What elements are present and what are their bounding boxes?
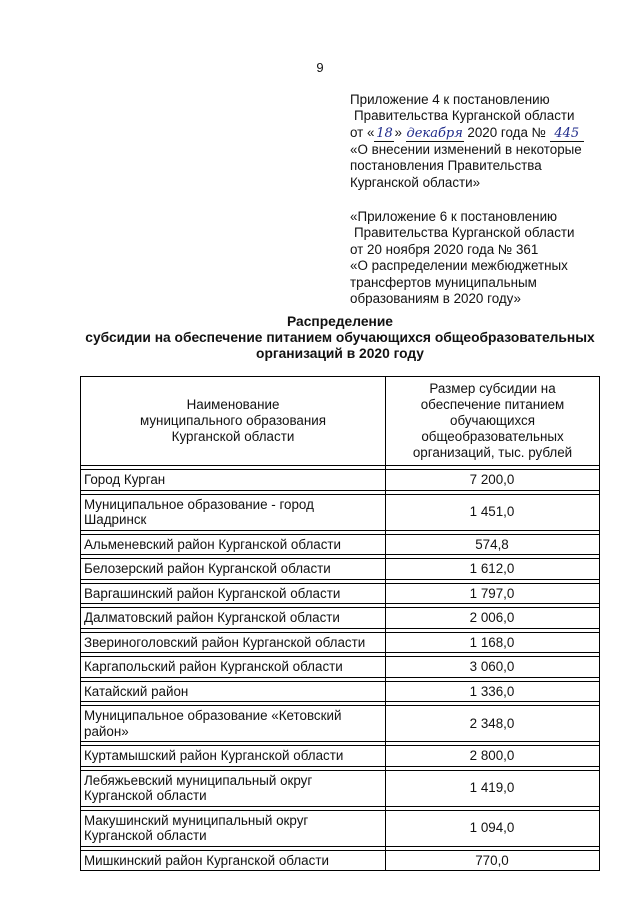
table-row [81,746,600,767]
subsidy-amount-cell: 1 336,0 [386,681,600,702]
municipality-cell [81,494,386,530]
header-amount-line: общеобразовательных [421,429,564,444]
municipality-cell [81,657,386,678]
table-header [81,377,600,466]
table-row [81,681,600,702]
municipality-cell [81,810,386,846]
table-header-row [81,377,600,466]
header-amount-line: Размер субсидии на [429,381,556,396]
subsidy-amount-cell: 1 094,0 [386,810,600,846]
subsidy-amount-cell: 1 612,0 [386,559,600,580]
municipality-name-line: Куртамышский район Курганской области [84,748,344,763]
title-line-1: Распределение [287,314,393,329]
table-row [81,770,600,806]
municipality-name-line: Курганской области [84,828,207,843]
subsidy-amount-cell: 2 006,0 [386,608,600,629]
municipality-name-line: Муниципальное образование «Кетовский [84,708,342,723]
header-municipality-line: муниципального образования [140,413,326,428]
header-amount [386,377,600,466]
table-row [81,850,600,871]
document-title [40,314,640,362]
municipality-cell [81,632,386,653]
appendix-b-subject-1: «О распределении межбюджетных [350,258,568,274]
table-row [81,608,600,629]
appendix-4-header [350,92,620,191]
appendix-a-subject-2: постановления Правительства [350,158,542,174]
subsidy-amount-cell: 770,0 [386,850,600,871]
municipality-name-line: Звериноголовский район Курганской области [84,634,366,650]
municipality-name-line: Курганской области [84,788,207,803]
subsidy-amount-cell: 1 451,0 [386,494,600,530]
appendix-a-subject-1: «О внесении изменений в некоторые [350,141,582,157]
municipality-cell [81,681,386,702]
appendix-b-subject-3: образованиям в 2020 году» [350,291,521,307]
appendix-b-title: «Приложение 6 к постановлению [350,209,558,224]
appendix-6-header [350,209,620,307]
municipality-name-line: Лебяжьевский муниципальный округ [84,772,313,788]
handwritten-day: 18 [376,125,393,141]
header-municipality [81,377,386,466]
table-row [81,494,600,530]
municipality-cell [81,770,386,806]
municipality-cell [81,706,386,742]
title-line-2: субсидии на обеспечение питанием обучающихся общеобразовательных [85,330,595,345]
page-number: 9 [316,60,324,75]
table-row [81,470,600,491]
municipality-name-line: Макушинский муниципальный округ [84,812,309,828]
appendix-a-subject-3: Курганской области» [350,174,481,190]
municipality-name-line: район» [84,723,129,739]
subsidy-amount-cell: 2 348,0 [386,706,600,742]
appendix-b-date-line: от 20 ноября 2020 года № 361 [350,241,539,257]
year-text: 2020 года № [467,124,546,140]
header-amount-line: обучающихся [450,413,535,428]
subsidy-amount-cell: 574,8 [386,534,600,555]
handwritten-number: 445 [550,127,584,142]
subsidy-amount-cell: 3 060,0 [386,657,600,678]
table-row [81,534,600,555]
handwritten-month: декабря [406,125,463,141]
title-line-3: организаций в 2020 году [256,346,424,361]
table-row [81,706,600,742]
appendix-b-subject-2: трансфертов муниципальным [350,274,537,290]
municipality-name-line: Варгашинский район Курганской области [84,585,341,601]
table-row [81,632,600,653]
municipality-name-line: Каргапольский район Курганской области [84,659,343,674]
table-row [81,810,600,846]
date-prefix: от « [350,124,375,140]
header-amount-line: обеспечение питанием [420,397,565,412]
table-row [81,583,600,604]
table-body [81,466,600,871]
municipality-name-line: Шадринск [84,512,147,527]
subsidy-amount-cell: 1 419,0 [386,770,600,806]
subsidy-amount-cell: 1 168,0 [386,632,600,653]
municipality-name-line: Далматовский район Курганской области [84,610,340,625]
municipality-name-line: Альменевский район Курганской области [84,536,342,552]
municipality-cell [81,583,386,604]
header-municipality-line: Курганской области [171,429,295,444]
municipality-cell [81,534,386,555]
subsidy-amount-cell: 7 200,0 [386,470,600,491]
municipality-cell [81,746,386,767]
date-mid: » [394,124,402,140]
subsidy-amount-cell: 1 797,0 [386,583,600,604]
municipality-name-line: Катайский район [84,683,189,699]
appendix-a-title: Приложение 4 к постановлению [350,92,550,107]
table-row [81,657,600,678]
appendix-a-date-line [350,125,620,142]
municipality-name-line: Белозерский район Курганской области [84,561,331,576]
table-row [81,559,600,580]
municipality-name-line: Город Курган [84,472,166,487]
header-municipality-line: Наименование [186,397,280,412]
municipality-name-line: Муниципальное образование - город [84,496,314,512]
municipality-cell [81,559,386,580]
subsidy-table [80,376,600,871]
subsidy-amount-cell: 2 800,0 [386,746,600,767]
appendix-b-government: Правительства Курганской области [354,225,575,241]
municipality-cell [81,850,386,871]
header-amount-line: организаций, тыс. рублей [412,445,573,460]
municipality-name-line: Мишкинский район Курганской области [84,852,329,868]
municipality-cell [81,608,386,629]
municipality-cell [81,470,386,491]
appendix-a-government: Правительства Курганской области [354,108,575,124]
